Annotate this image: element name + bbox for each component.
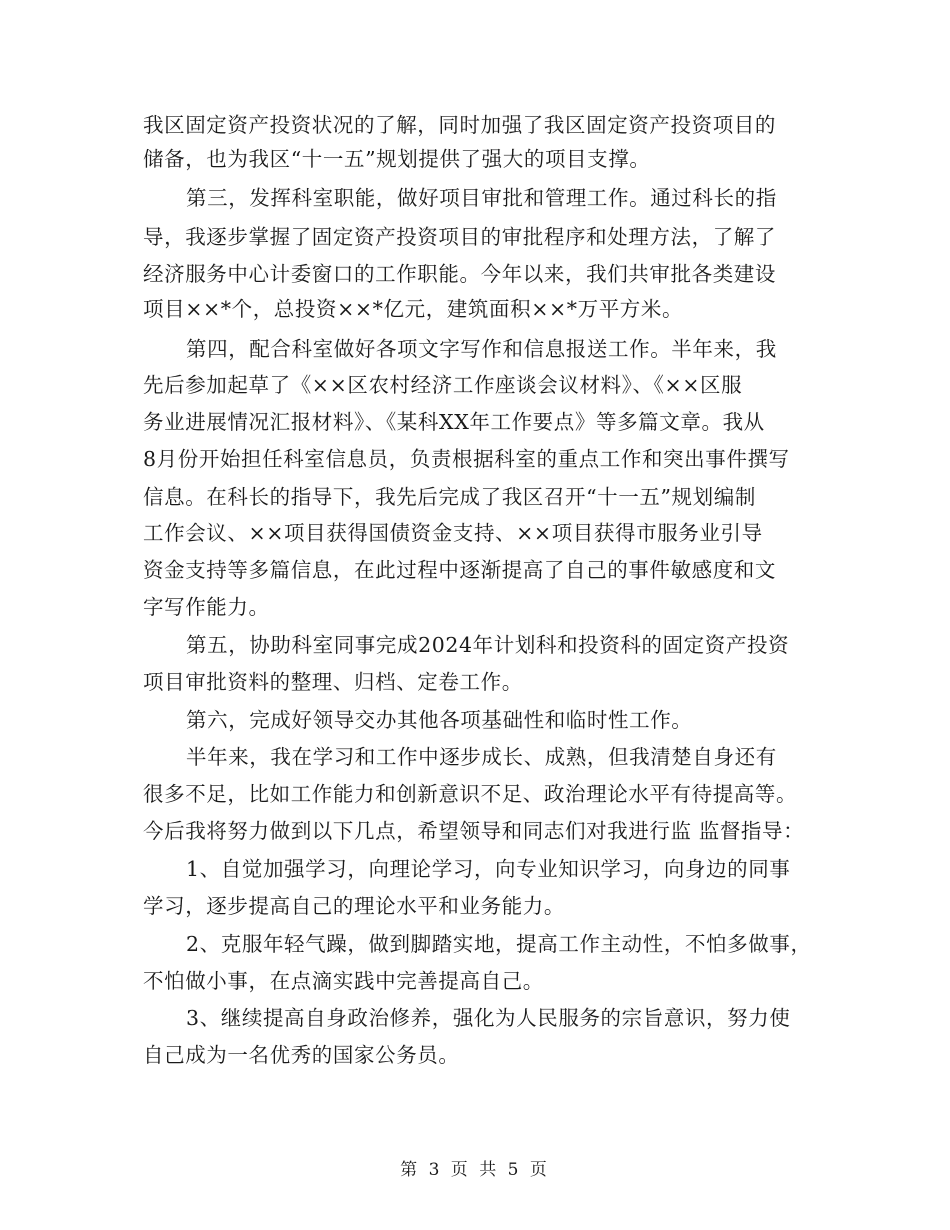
text-line: 自己成为一名优秀的国家公务员。	[143, 1043, 460, 1067]
text-line: 1、自觉加强学习，向理论学习，向专业知识学习，向身边的同事	[186, 857, 791, 881]
text-line: 第六，完成好领导交办其他各项基础性和临时性工作。	[186, 708, 693, 732]
text-line: 储备，也为我区“十一五”规划提供了强大的项目支撑。	[143, 147, 651, 171]
text-line: 2、克服年轻气躁，做到脚踏实地，提高工作主动性，不怕多做事，	[186, 932, 812, 956]
text-line: 字写作能力。	[143, 595, 270, 619]
text-line: 第四，配合科室做好各项文字写作和信息报送工作。半年来，我	[186, 337, 777, 361]
text-line: 资金支持等多篇信息，在此过程中逐渐提高了自己的事件敏感度和文	[143, 558, 776, 582]
text-line: 第三，发挥科室职能，做好项目审批和管理工作。通过科长的指	[186, 186, 777, 210]
text-line: 务业进展情况汇报材料》、《某科XX年工作要点》等多篇文章。我从	[143, 410, 765, 434]
text-line: 学习，逐步提高自己的理论水平和业务能力。	[143, 894, 565, 918]
text-line: 不怕做小事，在点滴实践中完善提高自己。	[143, 969, 544, 993]
text-line: 项目审批资料的整理、归档、定卷工作。	[143, 670, 523, 694]
text-line: 8月份开始担任科室信息员，负责根据科室的重点工作和突出事件撰写	[143, 447, 790, 471]
text-line: 导，我逐步掌握了固定资产投资项目的审批程序和处理方法，了解了	[143, 225, 776, 249]
text-line: 3、继续提高自身政治修养，强化为人民服务的宗旨意识，努力使	[186, 1006, 791, 1030]
text-line: 信息。在科长的指导下，我先后完成了我区召开“十一五”规划编制	[143, 485, 756, 509]
text-line: 我区固定资产投资状况的了解，同时加强了我区固定资产投资项目的	[143, 113, 776, 137]
text-line: 半年来，我在学习和工作中逐步成长、成熟，但我清楚自身还有	[186, 745, 777, 769]
text-line: 今后我将努力做到以下几点，希望领导和同志们对我进行监 监督指导：	[143, 819, 805, 843]
text-line: 很多不足，比如工作能力和创新意识不足、政治理论水平有待提高等。	[143, 782, 798, 806]
text-line: 工作会议、××项目获得国债资金支持、××项目获得市服务业引导	[143, 521, 763, 545]
text-line: 经济服务中心计委窗口的工作职能。今年以来，我们共审批各类建设	[143, 262, 776, 286]
text-line: 先后参加起草了《××区农村经济工作座谈会议材料》、《××区服	[143, 373, 743, 397]
text-line: 第五，协助科室同事完成2024年计划科和投资科的固定资产投资	[186, 633, 790, 657]
text-line: 项目××*个，总投资××*亿元，建筑面积××*万平方米。	[143, 297, 684, 321]
page-number-footer: 第 3 页 共 5 页	[400, 1160, 550, 1180]
